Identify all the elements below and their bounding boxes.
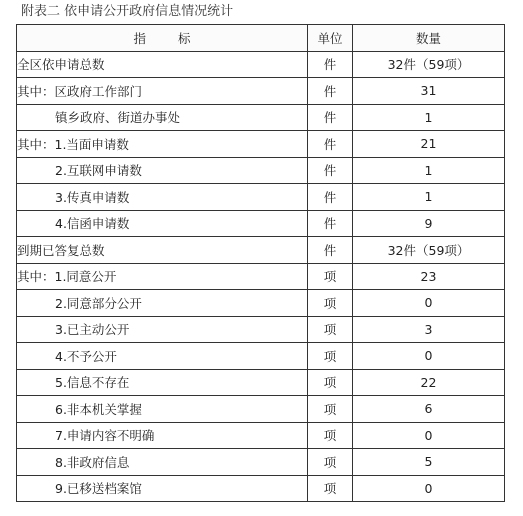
table-row (17, 343, 505, 370)
header-quantity: 数量 (353, 25, 505, 52)
quantity-cell: 32件（59项） (353, 237, 505, 264)
table-row (17, 157, 505, 184)
indicator-cell: 6.非本机关掌握 (17, 396, 308, 423)
quantity-cell: 9 (353, 210, 505, 237)
table-row (17, 184, 505, 211)
indicator-cell: 到期已答复总数 (17, 237, 308, 264)
indicator-cell: 其中：区政府工作部门 (17, 78, 308, 105)
unit-cell: 项 (308, 396, 353, 423)
quantity-cell: 0 (353, 290, 505, 317)
table-row (17, 369, 505, 396)
quantity-cell: 32件（59项） (353, 51, 505, 78)
unit-cell: 项 (308, 422, 353, 449)
indicator-cell: 8.非政府信息 (17, 449, 308, 476)
table-row (17, 78, 505, 105)
table-row (17, 290, 505, 317)
indicator-cell: 5.信息不存在 (17, 369, 308, 396)
unit-cell: 项 (308, 475, 353, 502)
quantity-cell: 0 (353, 475, 505, 502)
table-row (17, 51, 505, 78)
table-row (17, 104, 505, 131)
quantity-cell: 0 (353, 343, 505, 370)
table-row (17, 237, 505, 264)
quantity-cell: 31 (353, 78, 505, 105)
table-row (17, 475, 505, 502)
unit-cell: 项 (308, 449, 353, 476)
indicator-cell: 2.互联网申请数 (17, 157, 308, 184)
indicator-cell: 其中：1.当面申请数 (17, 131, 308, 158)
quantity-cell: 3 (353, 316, 505, 343)
unit-cell: 项 (308, 343, 353, 370)
table-caption: 附表二 依申请公开政府信息情况统计 (21, 4, 234, 19)
unit-cell: 项 (308, 290, 353, 317)
table-row (17, 210, 505, 237)
unit-cell: 件 (308, 78, 353, 105)
unit-cell: 件 (308, 104, 353, 131)
unit-cell: 件 (308, 237, 353, 264)
indicator-cell: 3.传真申请数 (17, 184, 308, 211)
header-indicator-label: 指 标 (133, 30, 205, 46)
table-row (17, 263, 505, 290)
quantity-cell: 1 (353, 157, 505, 184)
quantity-cell: 6 (353, 396, 505, 423)
unit-cell: 件 (308, 131, 353, 158)
quantity-cell: 5 (353, 449, 505, 476)
table-row (17, 422, 505, 449)
quantity-cell: 1 (353, 184, 505, 211)
header-indicator (17, 25, 308, 52)
statistics-table (16, 24, 505, 502)
quantity-cell: 0 (353, 422, 505, 449)
unit-cell: 项 (308, 369, 353, 396)
table-header-row (17, 25, 505, 52)
unit-cell: 件 (308, 157, 353, 184)
table-row (17, 131, 505, 158)
unit-cell: 件 (308, 184, 353, 211)
indicator-cell: 3.已主动公开 (17, 316, 308, 343)
indicator-cell: 全区依申请总数 (17, 51, 308, 78)
indicator-cell: 7.申请内容不明确 (17, 422, 308, 449)
table-row (17, 396, 505, 423)
table-body (17, 51, 505, 502)
header-unit: 单位 (308, 25, 353, 52)
unit-cell: 项 (308, 316, 353, 343)
table-row (17, 449, 505, 476)
indicator-cell: 4.信函申请数 (17, 210, 308, 237)
unit-cell: 件 (308, 51, 353, 78)
indicator-cell: 9.已移送档案馆 (17, 475, 308, 502)
table-row (17, 316, 505, 343)
unit-cell: 件 (308, 210, 353, 237)
indicator-cell: 2.同意部分公开 (17, 290, 308, 317)
indicator-cell: 镇乡政府、街道办事处 (17, 104, 308, 131)
quantity-cell: 22 (353, 369, 505, 396)
quantity-cell: 23 (353, 263, 505, 290)
unit-cell: 项 (308, 263, 353, 290)
indicator-cell: 其中：1.同意公开 (17, 263, 308, 290)
quantity-cell: 1 (353, 104, 505, 131)
quantity-cell: 21 (353, 131, 505, 158)
indicator-cell: 4.不予公开 (17, 343, 308, 370)
